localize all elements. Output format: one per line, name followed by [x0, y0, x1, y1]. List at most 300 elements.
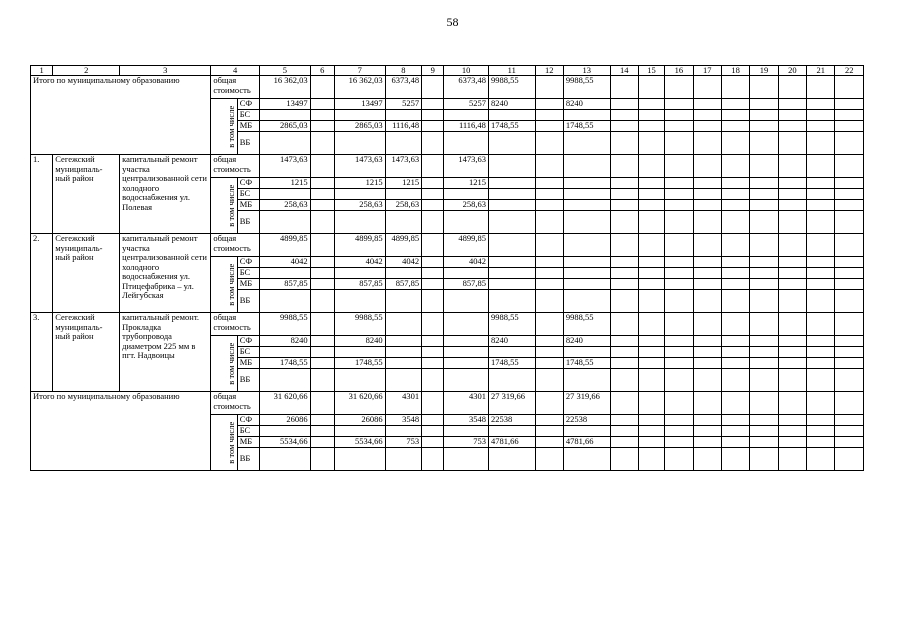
value-cell-col-8 — [385, 426, 421, 437]
value-cell-col-20 — [778, 99, 806, 110]
value-cell-col-18 — [721, 110, 749, 121]
value-cell-col-15 — [638, 189, 664, 200]
value-cell-col-6 — [310, 268, 334, 279]
value-cell-col-10: 3548 — [444, 415, 489, 426]
value-cell-col-15 — [638, 76, 664, 99]
header-cell: 19 — [750, 66, 778, 76]
value-cell-col-8: 1116,48 — [385, 121, 421, 132]
value-cell-col-15 — [638, 448, 664, 471]
value-cell-col-17 — [693, 76, 721, 99]
value-cell-col-21 — [807, 347, 835, 358]
mb-label: МБ — [237, 121, 259, 132]
value-cell-col-9 — [422, 155, 444, 178]
value-cell-col-17 — [693, 426, 721, 437]
header-cell: 16 — [665, 66, 693, 76]
value-cell-col-10 — [444, 110, 489, 121]
value-cell-col-14 — [610, 234, 638, 257]
value-cell-col-15 — [638, 121, 664, 132]
value-cell-col-7: 16 362,03 — [334, 76, 385, 99]
header-cell: 14 — [610, 66, 638, 76]
value-cell-col-20 — [778, 110, 806, 121]
mb-label: МБ — [237, 358, 259, 369]
incl-vertical-label — [211, 178, 237, 234]
value-cell-col-12 — [535, 347, 563, 358]
value-cell-col-13 — [563, 234, 610, 257]
value-cell-col-20 — [778, 132, 806, 155]
value-cell-col-15 — [638, 132, 664, 155]
table-row — [31, 392, 864, 415]
value-cell-col-7: 26086 — [334, 415, 385, 426]
header-cell: 3 — [120, 66, 211, 76]
header-cell: 18 — [721, 66, 749, 76]
value-cell-col-6 — [310, 234, 334, 257]
value-cell-col-14 — [610, 155, 638, 178]
total-cost-label: общая стоимость — [211, 313, 260, 336]
value-cell-col-21 — [807, 110, 835, 121]
incl-vertical-label — [211, 257, 237, 313]
value-cell-col-16 — [665, 200, 693, 211]
value-cell-col-11: 9988,55 — [488, 76, 535, 99]
value-cell-col-9 — [422, 189, 444, 200]
value-cell-col-12 — [535, 336, 563, 347]
value-cell-col-7 — [334, 347, 385, 358]
value-cell-col-11 — [488, 257, 535, 268]
value-cell-col-14 — [610, 448, 638, 471]
value-cell-col-20 — [778, 392, 806, 415]
value-cell-col-22 — [835, 155, 864, 178]
value-cell-col-8 — [385, 211, 421, 234]
value-cell-col-7 — [334, 369, 385, 392]
value-cell-col-13: 27 319,66 — [563, 392, 610, 415]
value-cell-col-6 — [310, 178, 334, 189]
value-cell-col-7 — [334, 268, 385, 279]
value-cell-col-15 — [638, 426, 664, 437]
value-cell-col-11 — [488, 155, 535, 178]
value-cell-col-8: 857,85 — [385, 279, 421, 290]
item-description: капитальный ремонт участка централизованной сети холодного водоснабжения ул. Птицефабрика – ул. Лейгубская — [120, 234, 211, 313]
value-cell-col-7 — [334, 426, 385, 437]
value-cell-col-16 — [665, 279, 693, 290]
value-cell-col-8 — [385, 347, 421, 358]
value-cell-col-6 — [310, 99, 334, 110]
incl-vertical-label — [211, 99, 237, 155]
table-row — [31, 155, 864, 178]
value-cell-col-6 — [310, 392, 334, 415]
value-cell-col-20 — [778, 155, 806, 178]
value-cell-col-21 — [807, 415, 835, 426]
value-cell-col-8: 5257 — [385, 99, 421, 110]
value-cell-col-16 — [665, 358, 693, 369]
total-cost-label: общая стоимость — [211, 392, 260, 415]
value-cell-col-21 — [807, 448, 835, 471]
value-cell-col-8 — [385, 110, 421, 121]
value-cell-col-5: 4899,85 — [259, 234, 310, 257]
bs-label: БС — [237, 426, 259, 437]
value-cell-col-8: 6373,48 — [385, 76, 421, 99]
value-cell-col-17 — [693, 121, 721, 132]
value-cell-col-8: 4042 — [385, 257, 421, 268]
value-cell-col-6 — [310, 290, 334, 313]
value-cell-col-11 — [488, 369, 535, 392]
vb-label: ВБ — [237, 369, 259, 392]
value-cell-col-15 — [638, 313, 664, 336]
value-cell-col-10 — [444, 290, 489, 313]
value-cell-col-5 — [259, 426, 310, 437]
value-cell-col-15 — [638, 178, 664, 189]
sf-label: СФ — [237, 415, 259, 426]
value-cell-col-20 — [778, 358, 806, 369]
value-cell-col-19 — [750, 392, 778, 415]
value-cell-col-19 — [750, 99, 778, 110]
value-cell-col-18 — [721, 426, 749, 437]
value-cell-col-6 — [310, 132, 334, 155]
value-cell-col-8 — [385, 189, 421, 200]
value-cell-col-7 — [334, 211, 385, 234]
value-cell-col-9 — [422, 392, 444, 415]
value-cell-col-21 — [807, 426, 835, 437]
value-cell-col-12 — [535, 268, 563, 279]
value-cell-col-11: 4781,66 — [488, 437, 535, 448]
header-cell: 7 — [334, 66, 385, 76]
value-cell-col-18 — [721, 415, 749, 426]
value-cell-col-19 — [750, 200, 778, 211]
header-cell: 9 — [422, 66, 444, 76]
value-cell-col-10: 1116,48 — [444, 121, 489, 132]
value-cell-col-17 — [693, 336, 721, 347]
value-cell-col-9 — [422, 290, 444, 313]
value-cell-col-10 — [444, 313, 489, 336]
value-cell-col-8: 753 — [385, 437, 421, 448]
item-number: 2. — [31, 234, 53, 313]
header-cell: 15 — [638, 66, 664, 76]
value-cell-col-5 — [259, 110, 310, 121]
header-cell: 1 — [31, 66, 53, 76]
header-cell: 20 — [778, 66, 806, 76]
value-cell-col-10 — [444, 336, 489, 347]
value-cell-col-15 — [638, 200, 664, 211]
value-cell-col-20 — [778, 369, 806, 392]
value-cell-col-21 — [807, 290, 835, 313]
value-cell-col-16 — [665, 313, 693, 336]
value-cell-col-18 — [721, 336, 749, 347]
value-cell-col-16 — [665, 99, 693, 110]
value-cell-col-6 — [310, 448, 334, 471]
value-cell-col-22 — [835, 336, 864, 347]
value-cell-col-7: 8240 — [334, 336, 385, 347]
value-cell-col-18 — [721, 437, 749, 448]
value-cell-col-21 — [807, 358, 835, 369]
header-cell: 21 — [807, 66, 835, 76]
item-description: капитальный ремонт участка централизованной сети холодного водоснабжения ул. Полевая — [120, 155, 211, 234]
value-cell-col-19 — [750, 290, 778, 313]
value-cell-col-9 — [422, 437, 444, 448]
value-cell-col-10: 5257 — [444, 99, 489, 110]
value-cell-col-10 — [444, 268, 489, 279]
value-cell-col-14 — [610, 347, 638, 358]
value-cell-col-11: 9988,55 — [488, 313, 535, 336]
value-cell-col-14 — [610, 178, 638, 189]
value-cell-col-18 — [721, 268, 749, 279]
value-cell-col-8 — [385, 358, 421, 369]
value-cell-col-5: 9988,55 — [259, 313, 310, 336]
value-cell-col-5 — [259, 268, 310, 279]
value-cell-col-5: 1748,55 — [259, 358, 310, 369]
value-cell-col-20 — [778, 121, 806, 132]
value-cell-col-8: 3548 — [385, 415, 421, 426]
value-cell-col-5 — [259, 290, 310, 313]
value-cell-col-18 — [721, 290, 749, 313]
value-cell-col-21 — [807, 132, 835, 155]
value-cell-col-18 — [721, 189, 749, 200]
value-cell-col-12 — [535, 189, 563, 200]
value-cell-col-7 — [334, 448, 385, 471]
sf-label: СФ — [237, 257, 259, 268]
value-cell-col-14 — [610, 313, 638, 336]
value-cell-col-13 — [563, 155, 610, 178]
value-cell-col-5: 31 620,66 — [259, 392, 310, 415]
value-cell-col-16 — [665, 415, 693, 426]
value-cell-col-10 — [444, 132, 489, 155]
value-cell-col-22 — [835, 132, 864, 155]
value-cell-col-15 — [638, 369, 664, 392]
value-cell-col-18 — [721, 178, 749, 189]
value-cell-col-17 — [693, 155, 721, 178]
value-cell-col-19 — [750, 279, 778, 290]
total-label: Итого по муниципальному образованию — [31, 392, 211, 471]
value-cell-col-12 — [535, 415, 563, 426]
value-cell-col-12 — [535, 313, 563, 336]
value-cell-col-18 — [721, 121, 749, 132]
value-cell-col-19 — [750, 257, 778, 268]
value-cell-col-12 — [535, 121, 563, 132]
value-cell-col-6 — [310, 76, 334, 99]
value-cell-col-16 — [665, 76, 693, 99]
value-cell-col-14 — [610, 121, 638, 132]
value-cell-col-17 — [693, 132, 721, 155]
value-cell-col-19 — [750, 189, 778, 200]
header-row — [31, 66, 864, 76]
value-cell-col-18 — [721, 257, 749, 268]
value-cell-col-16 — [665, 178, 693, 189]
value-cell-col-19 — [750, 313, 778, 336]
value-cell-col-14 — [610, 392, 638, 415]
bs-label: БС — [237, 268, 259, 279]
value-cell-col-10: 4301 — [444, 392, 489, 415]
value-cell-col-9 — [422, 347, 444, 358]
value-cell-col-17 — [693, 234, 721, 257]
value-cell-col-14 — [610, 211, 638, 234]
value-cell-col-11: 27 319,66 — [488, 392, 535, 415]
value-cell-col-20 — [778, 347, 806, 358]
vb-label: ВБ — [237, 290, 259, 313]
value-cell-col-15 — [638, 99, 664, 110]
value-cell-col-11 — [488, 110, 535, 121]
value-cell-col-6 — [310, 437, 334, 448]
value-cell-col-17 — [693, 437, 721, 448]
value-cell-col-19 — [750, 415, 778, 426]
value-cell-col-9 — [422, 369, 444, 392]
value-cell-col-10: 1215 — [444, 178, 489, 189]
value-cell-col-17 — [693, 110, 721, 121]
value-cell-col-22 — [835, 178, 864, 189]
value-cell-col-10: 4042 — [444, 257, 489, 268]
header-cell: 2 — [53, 66, 120, 76]
value-cell-col-14 — [610, 110, 638, 121]
value-cell-col-15 — [638, 347, 664, 358]
value-cell-col-19 — [750, 437, 778, 448]
value-cell-col-13 — [563, 257, 610, 268]
value-cell-col-11 — [488, 132, 535, 155]
value-cell-col-16 — [665, 369, 693, 392]
value-cell-col-21 — [807, 369, 835, 392]
value-cell-col-13 — [563, 268, 610, 279]
value-cell-col-9 — [422, 257, 444, 268]
value-cell-col-18 — [721, 347, 749, 358]
value-cell-col-22 — [835, 189, 864, 200]
item-district: Сегежский муниципаль-ный район — [53, 155, 120, 234]
incl-label: в том числе — [226, 421, 237, 464]
value-cell-col-17 — [693, 448, 721, 471]
value-cell-col-11 — [488, 189, 535, 200]
value-cell-col-16 — [665, 132, 693, 155]
incl-vertical-label — [211, 415, 237, 471]
value-cell-col-13 — [563, 132, 610, 155]
value-cell-col-10 — [444, 369, 489, 392]
value-cell-col-9 — [422, 178, 444, 189]
value-cell-col-22 — [835, 110, 864, 121]
value-cell-col-5: 5534,66 — [259, 437, 310, 448]
value-cell-col-18 — [721, 234, 749, 257]
value-cell-col-17 — [693, 313, 721, 336]
value-cell-col-19 — [750, 132, 778, 155]
value-cell-col-12 — [535, 178, 563, 189]
bs-label: БС — [237, 110, 259, 121]
value-cell-col-11 — [488, 268, 535, 279]
value-cell-col-7: 2865,03 — [334, 121, 385, 132]
budget-table — [30, 65, 864, 471]
value-cell-col-17 — [693, 392, 721, 415]
value-cell-col-13 — [563, 189, 610, 200]
value-cell-col-20 — [778, 415, 806, 426]
total-cost-label: общая стоимость — [211, 234, 260, 257]
value-cell-col-6 — [310, 336, 334, 347]
value-cell-col-10: 4899,85 — [444, 234, 489, 257]
value-cell-col-9 — [422, 132, 444, 155]
value-cell-col-22 — [835, 234, 864, 257]
sf-label: СФ — [237, 336, 259, 347]
value-cell-col-14 — [610, 426, 638, 437]
value-cell-col-14 — [610, 358, 638, 369]
value-cell-col-22 — [835, 437, 864, 448]
value-cell-col-12 — [535, 99, 563, 110]
vb-label: ВБ — [237, 211, 259, 234]
value-cell-col-18 — [721, 392, 749, 415]
value-cell-col-9 — [422, 234, 444, 257]
value-cell-col-16 — [665, 437, 693, 448]
value-cell-col-8 — [385, 448, 421, 471]
value-cell-col-13 — [563, 347, 610, 358]
value-cell-col-19 — [750, 336, 778, 347]
value-cell-col-5 — [259, 347, 310, 358]
value-cell-col-8 — [385, 290, 421, 313]
value-cell-col-20 — [778, 426, 806, 437]
value-cell-col-15 — [638, 290, 664, 313]
value-cell-col-17 — [693, 99, 721, 110]
value-cell-col-10 — [444, 448, 489, 471]
value-cell-col-12 — [535, 437, 563, 448]
value-cell-col-22 — [835, 369, 864, 392]
value-cell-col-17 — [693, 279, 721, 290]
value-cell-col-13 — [563, 211, 610, 234]
value-cell-col-7: 1215 — [334, 178, 385, 189]
value-cell-col-9 — [422, 99, 444, 110]
value-cell-col-18 — [721, 369, 749, 392]
value-cell-col-16 — [665, 121, 693, 132]
value-cell-col-13: 8240 — [563, 99, 610, 110]
value-cell-col-15 — [638, 155, 664, 178]
value-cell-col-21 — [807, 336, 835, 347]
item-description: капитальный ремонт. Прокладка трубопровода диаметром 225 мм в пгт. Надвоицы — [120, 313, 211, 392]
bs-label: БС — [237, 189, 259, 200]
value-cell-col-9 — [422, 313, 444, 336]
value-cell-col-12 — [535, 76, 563, 99]
value-cell-col-17 — [693, 268, 721, 279]
value-cell-col-16 — [665, 189, 693, 200]
value-cell-col-5 — [259, 189, 310, 200]
value-cell-col-16 — [665, 110, 693, 121]
value-cell-col-10 — [444, 347, 489, 358]
value-cell-col-14 — [610, 99, 638, 110]
value-cell-col-13 — [563, 426, 610, 437]
value-cell-col-11: 22538 — [488, 415, 535, 426]
value-cell-col-20 — [778, 76, 806, 99]
value-cell-col-21 — [807, 76, 835, 99]
value-cell-col-11 — [488, 290, 535, 313]
value-cell-col-9 — [422, 110, 444, 121]
value-cell-col-16 — [665, 347, 693, 358]
incl-label: в том числе — [226, 184, 237, 227]
value-cell-col-21 — [807, 392, 835, 415]
value-cell-col-21 — [807, 155, 835, 178]
value-cell-col-12 — [535, 279, 563, 290]
value-cell-col-11 — [488, 448, 535, 471]
value-cell-col-21 — [807, 268, 835, 279]
header-cell: 4 — [211, 66, 260, 76]
value-cell-col-22 — [835, 448, 864, 471]
value-cell-col-13: 22538 — [563, 415, 610, 426]
value-cell-col-10: 6373,48 — [444, 76, 489, 99]
value-cell-col-6 — [310, 155, 334, 178]
value-cell-col-5: 13497 — [259, 99, 310, 110]
item-district: Сегежский муниципаль-ный район — [53, 313, 120, 392]
value-cell-col-18 — [721, 448, 749, 471]
value-cell-col-21 — [807, 279, 835, 290]
value-cell-col-22 — [835, 392, 864, 415]
value-cell-col-10 — [444, 189, 489, 200]
value-cell-col-16 — [665, 448, 693, 471]
value-cell-col-18 — [721, 99, 749, 110]
total-cost-label: общая стоимость — [211, 155, 260, 178]
value-cell-col-5: 1215 — [259, 178, 310, 189]
value-cell-col-16 — [665, 211, 693, 234]
value-cell-col-14 — [610, 189, 638, 200]
value-cell-col-9 — [422, 358, 444, 369]
incl-label: в том числе — [226, 342, 237, 385]
value-cell-col-20 — [778, 448, 806, 471]
value-cell-col-7: 1473,63 — [334, 155, 385, 178]
value-cell-col-17 — [693, 347, 721, 358]
value-cell-col-16 — [665, 290, 693, 313]
